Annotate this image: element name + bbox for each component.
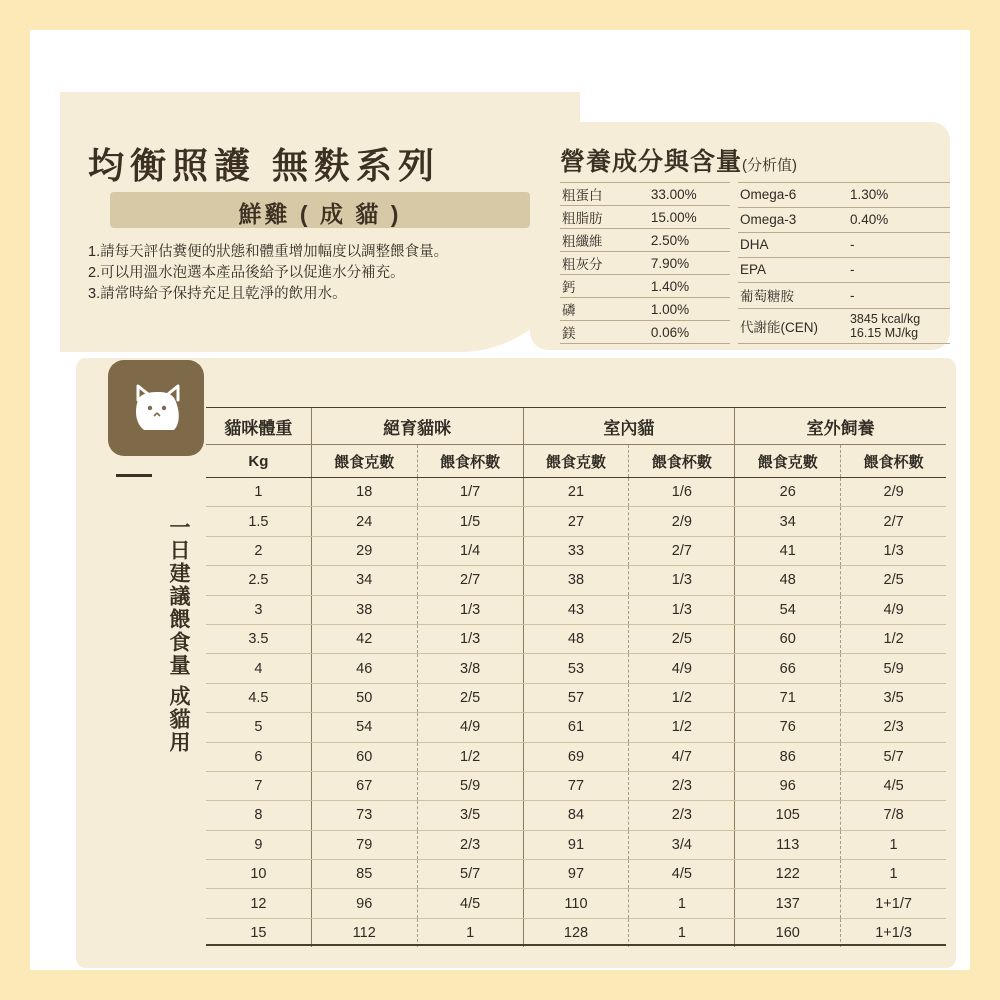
cell-grams-neutered: 79 <box>311 830 417 859</box>
cell-cups-indoor: 1 <box>629 889 735 918</box>
cell-grams-indoor: 48 <box>523 624 629 653</box>
subheader-cups-outdoor: 餵食杯數 <box>841 445 946 478</box>
cell-grams-indoor: 97 <box>523 860 629 889</box>
nutrition-table-left <box>560 182 730 344</box>
table-row <box>738 308 950 343</box>
cell-grams-neutered: 34 <box>311 566 417 595</box>
cell-grams-neutered: 46 <box>311 654 417 683</box>
table-row <box>206 478 946 507</box>
cell-cups-neutered: 5/7 <box>417 860 523 889</box>
cell-cups-neutered: 3/8 <box>417 654 523 683</box>
cell-cups-neutered: 1 <box>417 918 523 947</box>
cell-cups-outdoor: 3/5 <box>841 683 946 712</box>
cell-cups-neutered: 1/4 <box>417 536 523 565</box>
table-row <box>206 918 946 947</box>
cell-weight: 5 <box>206 713 311 742</box>
cell-cups-outdoor: 2/7 <box>841 507 946 536</box>
group-header-neutered: 絕育貓咪 <box>311 408 523 445</box>
cell-grams-outdoor: 66 <box>735 654 841 683</box>
table-row <box>206 536 946 565</box>
table-row <box>738 232 950 257</box>
nutrient-name: 磷 <box>560 298 649 321</box>
cell-weight: 3.5 <box>206 624 311 653</box>
cell-cups-indoor: 4/9 <box>629 654 735 683</box>
cell-cups-outdoor: 1 <box>841 860 946 889</box>
cell-grams-neutered: 18 <box>311 478 417 507</box>
nutrient-value: 1.00% <box>649 298 730 321</box>
subheader-grams-outdoor: 餵食克數 <box>735 445 841 478</box>
cell-grams-neutered: 60 <box>311 742 417 771</box>
cell-grams-outdoor: 76 <box>735 713 841 742</box>
cell-grams-outdoor: 26 <box>735 478 841 507</box>
nutrition-title <box>560 142 797 178</box>
table-row <box>560 275 730 298</box>
table-row <box>738 207 950 232</box>
cell-grams-indoor: 38 <box>523 566 629 595</box>
cell-grams-indoor: 91 <box>523 830 629 859</box>
table-row <box>738 282 950 308</box>
cell-weight: 6 <box>206 742 311 771</box>
cat-icon <box>128 378 186 436</box>
nutrition-tables <box>560 182 950 344</box>
nutrient-value: 0.06% <box>649 321 730 344</box>
subheader-cups-neutered: 餵食杯數 <box>417 445 523 478</box>
cell-cups-outdoor: 5/9 <box>841 654 946 683</box>
cat-badge <box>108 360 204 456</box>
nutrient-value: 2.50% <box>649 229 730 252</box>
cell-grams-indoor: 77 <box>523 771 629 800</box>
table-row <box>206 595 946 624</box>
cell-grams-neutered: 29 <box>311 536 417 565</box>
feeding-table <box>206 408 946 947</box>
table-row <box>206 742 946 771</box>
table-row <box>560 206 730 229</box>
nutrient-value: 15.00% <box>649 206 730 229</box>
cell-grams-neutered: 112 <box>311 918 417 947</box>
subheader-grams-neutered: 餵食克數 <box>311 445 417 478</box>
cell-cups-indoor: 2/5 <box>629 624 735 653</box>
cell-grams-neutered: 24 <box>311 507 417 536</box>
nutrient-value: 0.40% <box>848 207 950 232</box>
table-row <box>206 889 946 918</box>
cell-weight: 1 <box>206 478 311 507</box>
cell-cups-neutered: 2/7 <box>417 566 523 595</box>
cell-cups-outdoor: 1/3 <box>841 536 946 565</box>
cell-cups-neutered: 1/3 <box>417 624 523 653</box>
cell-grams-neutered: 50 <box>311 683 417 712</box>
cell-grams-outdoor: 137 <box>735 889 841 918</box>
nutrition-title-suffix: (分析值) <box>742 157 798 174</box>
cell-weight: 4 <box>206 654 311 683</box>
cell-cups-neutered: 2/3 <box>417 830 523 859</box>
table-row <box>738 257 950 282</box>
table-row <box>206 713 946 742</box>
cell-grams-neutered: 38 <box>311 595 417 624</box>
cell-weight: 7 <box>206 771 311 800</box>
subheader-kg: Kg <box>206 445 311 478</box>
table-row <box>560 183 730 206</box>
cell-cups-neutered: 4/5 <box>417 889 523 918</box>
cell-cups-neutered: 1/5 <box>417 507 523 536</box>
nutrient-value: - <box>848 282 950 308</box>
cell-cups-indoor: 4/5 <box>629 860 735 889</box>
cell-grams-neutered: 42 <box>311 624 417 653</box>
group-header-outdoor: 室外飼養 <box>735 408 946 445</box>
table-row <box>206 507 946 536</box>
cell-cups-outdoor: 1+1/3 <box>841 918 946 947</box>
cell-grams-indoor: 128 <box>523 918 629 947</box>
nutrient-name: DHA <box>738 232 848 257</box>
nutrient-name: 鈣 <box>560 275 649 298</box>
cell-cups-indoor: 1/2 <box>629 713 735 742</box>
cell-grams-outdoor: 86 <box>735 742 841 771</box>
cell-cups-indoor: 4/7 <box>629 742 735 771</box>
cell-cups-indoor: 1 <box>629 918 735 947</box>
feeding-table-body <box>206 478 946 948</box>
cell-grams-outdoor: 41 <box>735 536 841 565</box>
cell-cups-indoor: 2/3 <box>629 801 735 830</box>
cell-cups-indoor: 1/3 <box>629 566 735 595</box>
cell-weight: 15 <box>250 925 267 942</box>
cell-grams-indoor: 33 <box>523 536 629 565</box>
table-row <box>206 683 946 712</box>
table-bottom-rule <box>206 944 946 946</box>
cell-grams-indoor: 57 <box>523 683 629 712</box>
cell-cups-neutered: 1/3 <box>417 595 523 624</box>
nutrient-value: - <box>848 232 950 257</box>
nutrient-value: 1.30% <box>848 183 950 208</box>
note-line-3: 3.請常時給予保持充足且乾淨的飲用水。 <box>88 286 347 302</box>
cell-grams-indoor: 69 <box>523 742 629 771</box>
cell-weight: 2.5 <box>206 566 311 595</box>
nutrient-name: EPA <box>738 257 848 282</box>
cell-grams-outdoor: 71 <box>735 683 841 712</box>
cell-weight: 8 <box>206 801 311 830</box>
table-row <box>206 624 946 653</box>
cell-cups-outdoor: 2/3 <box>841 713 946 742</box>
cell-grams-outdoor: 96 <box>735 771 841 800</box>
cell-cups-indoor: 2/9 <box>629 507 735 536</box>
cell-cups-neutered: 1/2 <box>417 742 523 771</box>
cell-cups-outdoor: 5/7 <box>841 742 946 771</box>
nutrient-name: 粗脂肪 <box>560 206 649 229</box>
cell-cups-neutered: 5/9 <box>417 771 523 800</box>
cell-cups-outdoor: 7/8 <box>841 801 946 830</box>
nutrient-value <box>848 308 950 343</box>
cell-grams-neutered: 73 <box>311 801 417 830</box>
table-row <box>560 252 730 275</box>
cell-grams-indoor: 21 <box>523 478 629 507</box>
cell-grams-neutered: 85 <box>311 860 417 889</box>
cell-cups-indoor: 1/3 <box>629 595 735 624</box>
cell-cups-indoor: 3/4 <box>629 830 735 859</box>
cell-weight: 3 <box>206 595 311 624</box>
cell-grams-outdoor: 60 <box>735 624 841 653</box>
cell-weight: 10 <box>206 860 311 889</box>
nutrient-name: 粗灰分 <box>560 252 649 275</box>
group-header-indoor: 室內貓 <box>523 408 735 445</box>
cell-cups-outdoor: 4/9 <box>841 595 946 624</box>
cell-weight: 9 <box>206 830 311 859</box>
table-row <box>560 321 730 344</box>
cell-weight: 12 <box>206 889 311 918</box>
cell-grams-outdoor: 105 <box>735 801 841 830</box>
cell-grams-indoor: 53 <box>523 654 629 683</box>
cell-cups-outdoor: 2/9 <box>841 478 946 507</box>
table-row <box>738 183 950 208</box>
table-row <box>206 771 946 800</box>
nutrient-name: Omega-3 <box>738 207 848 232</box>
subheader-cups-indoor: 餵食杯數 <box>629 445 735 478</box>
nutrient-name: 粗纖維 <box>560 229 649 252</box>
product-label-page <box>30 30 970 970</box>
nutrition-title-text: 營養成分與含量 <box>560 148 743 176</box>
nutrient-name: 鎂 <box>560 321 649 344</box>
table-row <box>206 654 946 683</box>
table-row <box>560 298 730 321</box>
nutrient-name: Omega-6 <box>738 183 848 208</box>
cell-grams-indoor: 84 <box>523 801 629 830</box>
cell-grams-neutered: 67 <box>311 771 417 800</box>
table-row <box>206 801 946 830</box>
cell-grams-outdoor: 113 <box>735 830 841 859</box>
nutrient-value: 7.90% <box>649 252 730 275</box>
cell-cups-neutered: 1/7 <box>417 478 523 507</box>
cell-grams-neutered: 96 <box>311 889 417 918</box>
cell-cups-indoor: 2/7 <box>629 536 735 565</box>
table-row <box>560 229 730 252</box>
cell-cups-outdoor: 1 <box>841 830 946 859</box>
table-row <box>206 566 946 595</box>
product-variant-label: 鮮雞 ( 成 貓 ) <box>238 201 402 227</box>
cell-grams-indoor: 27 <box>523 507 629 536</box>
table-subheader-row <box>206 445 946 478</box>
group-header-weight: 貓咪體重 <box>206 408 311 445</box>
metabolizable-energy-mj: 16.15 MJ/kg <box>849 325 919 340</box>
subheader-grams-indoor: 餵食克數 <box>523 445 629 478</box>
cell-grams-indoor: 110 <box>523 889 629 918</box>
cell-weight: 2 <box>206 536 311 565</box>
cell-cups-neutered: 4/9 <box>417 713 523 742</box>
nutrition-table-right <box>738 182 950 344</box>
cell-grams-outdoor: 160 <box>735 918 841 947</box>
cell-cups-outdoor: 2/5 <box>841 566 946 595</box>
cell-cups-outdoor: 1/2 <box>841 624 946 653</box>
nutrient-value: 33.00% <box>649 183 730 206</box>
cell-cups-indoor: 1/6 <box>629 478 735 507</box>
nutrient-value: 1.40% <box>649 275 730 298</box>
page-title: 均衡照護 無麩系列 <box>88 145 441 186</box>
cell-grams-outdoor: 122 <box>735 860 841 889</box>
note-line-1: 1.請每天評估糞便的狀態和體重增加幅度以調整餵食量。 <box>88 244 449 260</box>
cell-weight: 4.5 <box>206 683 311 712</box>
cell-grams-indoor: 61 <box>523 713 629 742</box>
nutrient-name: 粗蛋白 <box>560 183 649 206</box>
cell-weight: 1.5 <box>206 507 311 536</box>
cell-cups-neutered: 3/5 <box>417 801 523 830</box>
cell-grams-neutered: 54 <box>311 713 417 742</box>
cell-cups-neutered: 2/5 <box>417 683 523 712</box>
side-label: 一日建議餵食量 成貓用 <box>167 516 190 754</box>
note-line-2: 2.可以用溫水泡選本產品後給予以促進水分補充。 <box>88 265 405 281</box>
table-row <box>206 860 946 889</box>
cell-grams-outdoor: 48 <box>735 566 841 595</box>
cell-grams-outdoor: 34 <box>735 507 841 536</box>
table-group-header-row <box>206 408 946 445</box>
cell-cups-outdoor: 1+1/7 <box>841 889 946 918</box>
cell-cups-indoor: 2/3 <box>629 771 735 800</box>
nutrient-name: 代謝能(CEN) <box>738 308 848 343</box>
cell-grams-outdoor: 54 <box>735 595 841 624</box>
table-row <box>206 830 946 859</box>
nutrient-name: 葡萄糖胺 <box>738 282 848 308</box>
nutrient-value: - <box>848 257 950 282</box>
feeding-notes <box>88 242 448 305</box>
cell-cups-outdoor: 4/5 <box>841 771 946 800</box>
cell-grams-indoor: 43 <box>523 595 629 624</box>
metabolizable-energy-kcal: 3845 kcal/kg <box>849 311 921 326</box>
cell-cups-indoor: 1/2 <box>629 683 735 712</box>
